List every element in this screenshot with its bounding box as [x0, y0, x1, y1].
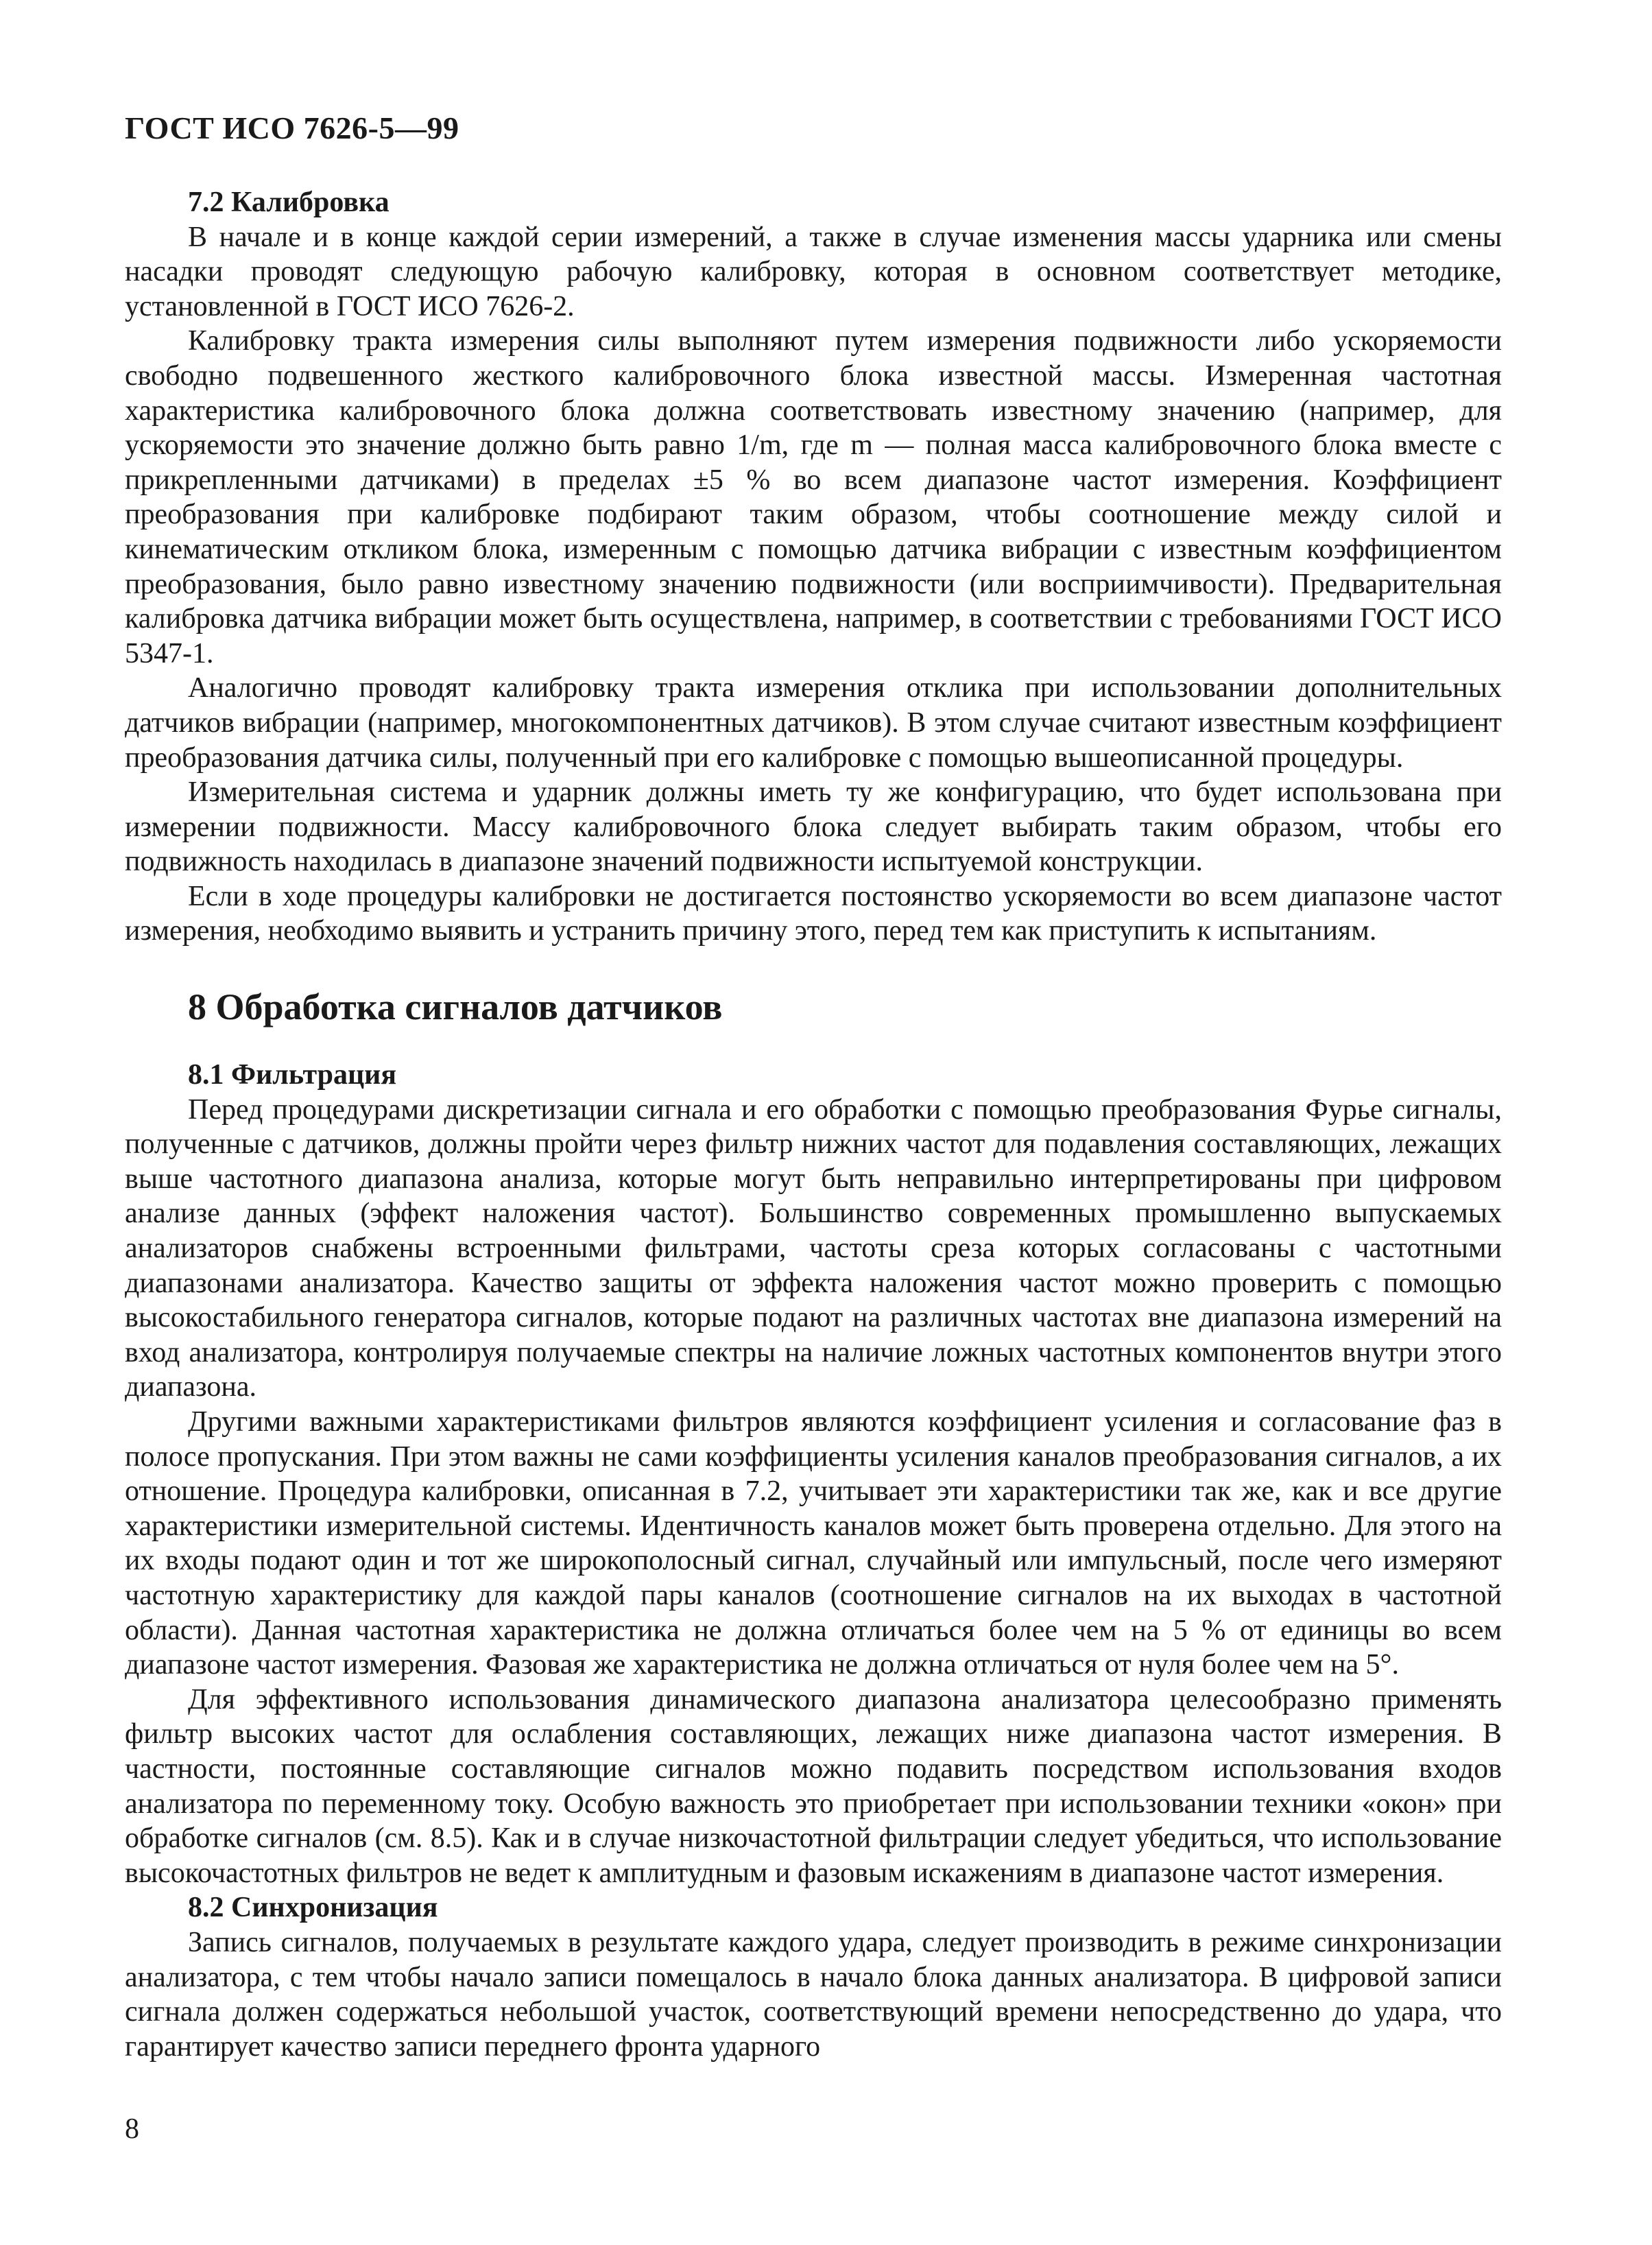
page-content	[125, 185, 1502, 2064]
paragraph: В начале и в конце каждой серии измерений, а также в случае изменения массы ударника или смены насадки проводят следующую рабочую калибровку, которая в основном соответствует методике, установленной в ГОСТ ИСО 7626-2.	[125, 221, 1502, 322]
paragraph: Перед процедурами дискретизации сигнала и его обработки с помощью преобразования Фурье сигналы, полученные с датчиков, должны пройти через фильтр нижних частот для подавления составляющих, лежащих выше частотного диапазона анализа, которые могут быть неправильно интерпретированы при цифровом анализе данных (эффект наложения частот). Большинство современных промышленно выпускаемых анализаторов снабжены встроенными фильтрами, частоты среза которых согласованы с частотными диапазонами анализатора. Качество защиты от эффекта наложения частот можно проверить с помощью высокостабильного генератора сигналов, которые подают на различных частотах вне диапазона измерений на вход анализатора, контролируя получаемые спектры на наличие ложных частотных компонентов внутри этого диапазона.	[125, 1093, 1502, 1403]
paragraph: Запись сигналов, получаемых в результате каждого удара, следует производить в режиме синхронизации анализатора, с тем чтобы начало записи помещалось в начало блока данных анализатора. В цифровой записи сигнала должен содержаться небольшой участок, соответствующий времени непосредственно до удара, что гарантирует качество записи переднего фронта ударного	[125, 1926, 1502, 2063]
subsection-title-7-2: 7.2 Калибровка	[188, 187, 390, 218]
page-number: 8	[125, 2113, 139, 2145]
paragraph: Аналогично проводят калибровку тракта измерения отклика при использовании дополнительных датчиков вибрации (например, многокомпонентных датчиков). В этом случае считают известным коэффициент преобразования датчика силы, полученный при его калибровке с помощью вышеописанной процедуры.	[125, 672, 1502, 774]
paragraph: Калибровку тракта измерения силы выполняют путем измерения подвижности либо ускоряемости свободно подвешенного жесткого калибровочного блока известной массы. Измеренная частотная характеристика калибровочного блока должна соответствовать известному значению (например, для ускоряемости это значение должно быть равно 1/m, где m — полная масса калибровочного блока вместе с прикрепленными датчиками) в пределах ±5 % во всем диапазоне частот измерения. Коэффициент преобразования при калибровке подбирают таким образом, чтобы соотношение между силой и кинематическим откликом блока, измеренным с помощью датчика вибрации с известным коэффициентом преобразования, было равно известному значению подвижности (или восприимчивости). Предварительная калибровка датчика вибрации может быть осуществлена, например, в соответствии с требованиями ГОСТ ИСО 5347-1.	[125, 325, 1502, 669]
subsection-title-8-2: 8.2 Синхронизация	[188, 1892, 438, 1924]
paragraph: Если в ходе процедуры калибровки не достигается постоянство ускоряемости во всем диапазоне частот измерения, необходимо выявить и устранить причину этого, перед тем как приступить к испытаниям.	[125, 880, 1502, 947]
paragraph: Для эффективного использования динамического диапазона анализатора целесообразно применять фильтр высоких частот для ослабления составляющих, лежащих ниже диапазона частот измерения. В частности, постоянные составляющие сигналов можно подавить посредством использования входов анализатора по переменному току. Особую важность это приобретает при использовании техники «окон» при обработке сигналов (см. 8.5). Как и в случае низкочастотной фильтрации следует убедиться, что использование высокочастотных фильтров не ведет к амплитудным и фазовым искажениям в диапазоне частот измерения.	[125, 1683, 1502, 1889]
paragraph: Измерительная система и ударник должны иметь ту же конфигурацию, что будет использована при измерении подвижности. Массу калибровочного блока следует выбирать таким образом, чтобы его подвижность находилась в диапазоне значений подвижности испытуемой конструкции.	[125, 776, 1502, 878]
subsection-title-8-1: 8.1 Фильтрация	[188, 1059, 397, 1091]
section-title-8: 8 Обработка сигналов датчиков	[188, 986, 723, 1028]
paragraph: Другими важными характеристиками фильтров являются коэффициент усиления и согласование фаз в полосе пропускания. При этом важны не сами коэффициенты усиления каналов преобразования сигналов, а их отношение. Процедура калибровки, описанная в 7.2, учитывает эти характеристики так же, как и все другие характеристики измерительной системы. Идентичность каналов может быть проверена отдельно. Для этого на их входы подают один и тот же широкополосный сигнал, случайный или импульсный, после чего измеряют частотную характеристику для каждой пары каналов (соотношение сигналов на их выходах в частотной области). Данная частотная характеристика не должна отличаться более чем на 5 % от единицы во всем диапазоне частот измерения. Фазовая же характеристика не должна отличаться от нуля более чем на 5°.	[125, 1406, 1502, 1681]
document-header: ГОСТ ИСО 7626-5—99	[125, 110, 459, 145]
